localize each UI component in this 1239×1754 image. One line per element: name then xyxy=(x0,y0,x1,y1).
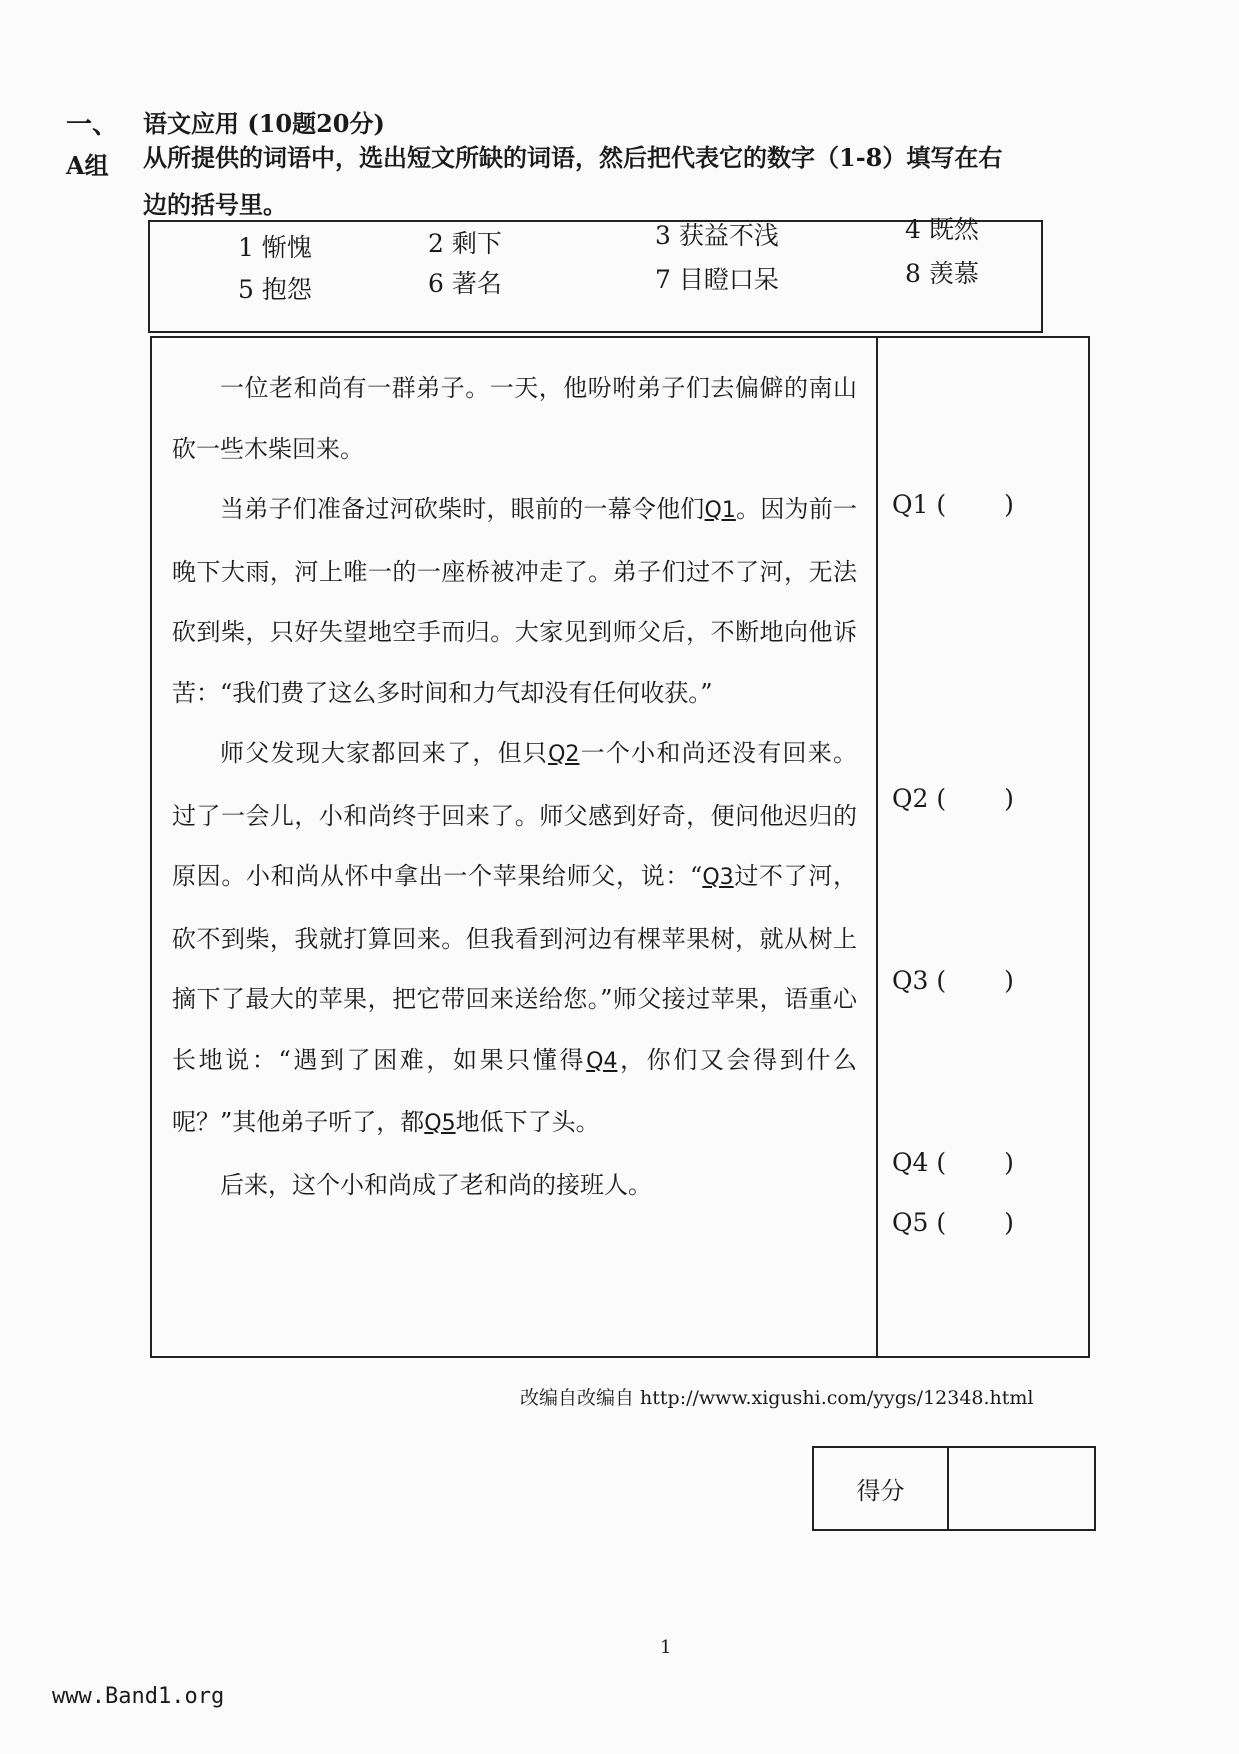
section-number: 一、 xyxy=(66,110,119,140)
answer-slot-q3[interactable]: Q3 ( ) xyxy=(892,966,1014,995)
blank-q2: Q2 xyxy=(548,742,580,767)
watermark-text: www.Band1.org xyxy=(52,1684,225,1709)
word-bank-item: 5 抱怨 xyxy=(238,275,312,304)
answer-column-divider xyxy=(876,338,878,1356)
group-label: A组 xyxy=(66,151,109,180)
answer-slot-q4[interactable]: Q4 ( ) xyxy=(892,1148,1014,1177)
passage-paragraph: 师父发现大家都回来了，但只Q2一个小和尚还没有回来。 过了一会儿，小和尚终于回来了。师父感到好奇，便问他迟归的原因。小和尚从怀中拿出一个苹果给师父，说：“Q3过不了河，砍不到柴，我就打算回来。但我看到河边有棵苹果树，就从树上摘下了最大的苹果，把它带回来送给您。”师父接过苹果，语重心长地说：“遇到了困难，如果只懂得Q4，你们又会得到什么呢？”其他弟子听了，都Q5地低下了头。 xyxy=(172,739,858,1136)
passage-box xyxy=(150,336,1090,1358)
section-title: 语文应用 (10题20分) xyxy=(143,109,385,138)
word-bank-box xyxy=(148,215,1043,333)
passage-paragraph: 后来，这个小和尚成了老和尚的接班人。 xyxy=(220,1170,652,1199)
answer-slot-q5[interactable]: Q5 ( ) xyxy=(892,1208,1014,1237)
page-number: 1 xyxy=(660,1637,672,1658)
word-bank-item: 2 剩下 xyxy=(428,229,502,258)
word-bank-item: 7 目瞪口呆 xyxy=(655,265,779,294)
passage-paragraph: 一位老和尚有一群弟子。一天，他吩咐弟子们去偏僻的南山砍一些木柴回来。 xyxy=(172,374,857,463)
passage-text xyxy=(172,358,857,1215)
passage-paragraph: 当弟子们准备过河砍柴时，眼前的一幕令他们Q1。因为前一晚下大雨，河上唯一的一座桥被冲走了。弟子们过不了河，无法砍到柴，只好失望地空手而归。大家见到师父后，不断地向他诉苦：“我们费了这么多时间和力气却没有任何收获。” xyxy=(172,495,858,707)
word-bank-item: 4 既然 xyxy=(905,215,979,244)
word-bank-item: 6 著名 xyxy=(428,269,502,298)
blank-q5: Q5 xyxy=(424,1111,456,1136)
answer-slot-q1[interactable]: Q1 ( ) xyxy=(892,490,1014,519)
source-credit: 改编自改编自 http://www.xigushi.com/yygs/12348.html xyxy=(520,1387,1034,1409)
blank-q1: Q1 xyxy=(704,498,736,523)
score-label: 得分 xyxy=(814,1448,949,1529)
group-instruction: 从所提供的词语中，选出短文所缺的词语，然后把代表它的数字（1-8）填写在右边的括号里。 xyxy=(143,143,1003,219)
score-box xyxy=(812,1446,1096,1531)
answer-slot-q2[interactable]: Q2 ( ) xyxy=(892,784,1014,813)
word-bank-item: 8 羡慕 xyxy=(905,259,979,288)
blank-q4: Q4 xyxy=(586,1048,618,1074)
score-value-field[interactable] xyxy=(949,1448,1094,1529)
word-bank-item: 3 获益不浅 xyxy=(655,221,779,250)
blank-q3: Q3 xyxy=(702,865,734,890)
word-bank-item: 1 惭愧 xyxy=(238,233,312,262)
